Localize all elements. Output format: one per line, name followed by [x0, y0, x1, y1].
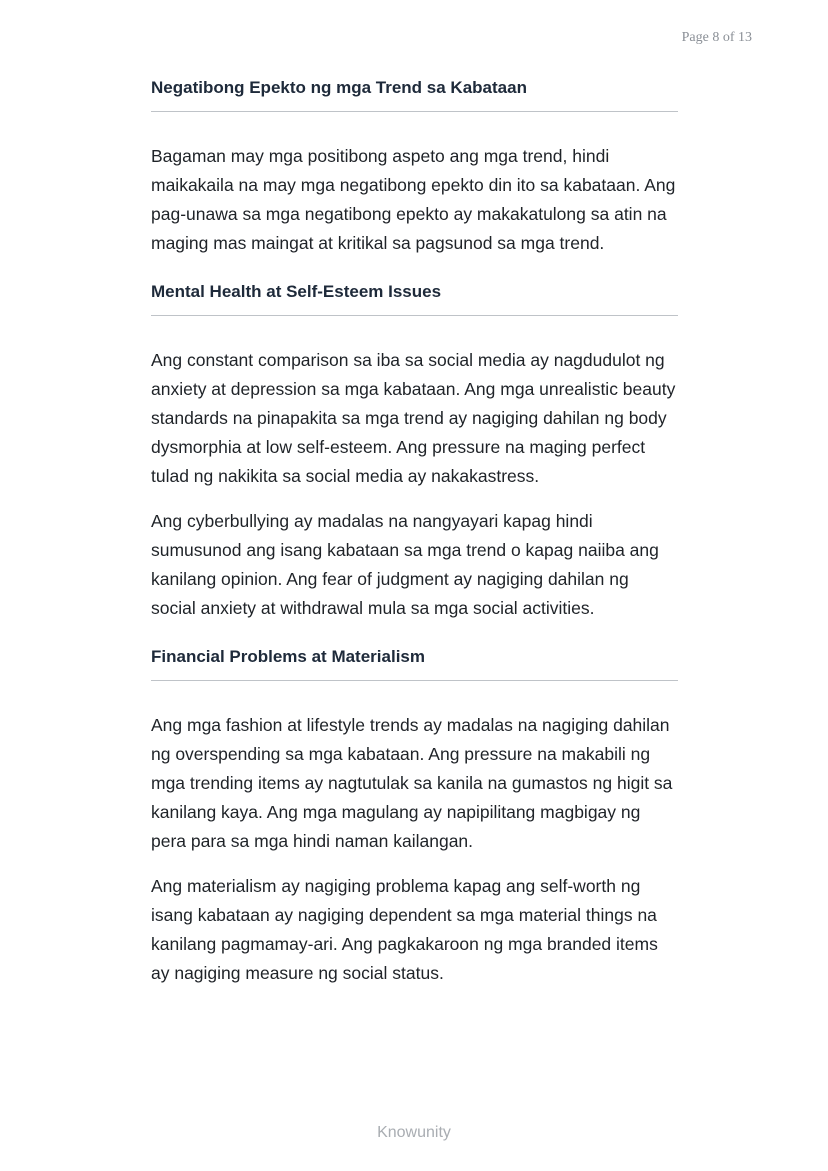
paragraph: Bagaman may mga positibong aspeto ang mga trend, hindi maikakaila na may mga negatibong epekto din ito sa kabataan. Ang pag-unawa sa mga negatibong epekto ay makakatulong sa atin na maging mas maingat at kritikal sa pagsunod sa mga trend.: [151, 146, 676, 253]
section-heading: Negatibong Epekto ng mga Trend sa Kabataan: [151, 78, 678, 112]
section-negative-effects: [151, 78, 678, 258]
paragraph: Ang mga fashion at lifestyle trends ay madalas na nagiging dahilan ng overspending sa mga kabataan. Ang pressure na makabili ng mga trending items ay nagtutulak sa kanila na gumastos ng higit sa kanilang kaya. Ang mga magulang ay napipilitang magbigay ng pera para sa mga hindi naman kailangan.: [151, 715, 673, 851]
section-financial-problems: [151, 647, 678, 988]
section-heading: Mental Health at Self-Esteem Issues: [151, 282, 678, 316]
document-body: [151, 78, 678, 988]
page-number: Page 8 of 13: [681, 30, 752, 45]
footer-brand: Knowunity: [377, 1124, 451, 1141]
section-mental-health: [151, 282, 678, 623]
paragraph: Ang cyberbullying ay madalas na nangyayari kapag hindi sumusunod ang isang kabataan sa mga trend o kapag naiiba ang kanilang opinion. Ang fear of judgment ay nagiging dahilan ng social anxiety at withdrawal mula sa mga social activities.: [151, 511, 659, 618]
section-heading: Financial Problems at Materialism: [151, 647, 678, 681]
paragraph: Ang materialism ay nagiging problema kapag ang self-worth ng isang kabataan ay nagiging dependent sa mga material things na kanilang pagmamay-ari. Ang pagkakaroon ng mga branded items ay nagiging measure ng social status.: [151, 876, 658, 983]
paragraph: Ang constant comparison sa iba sa social media ay nagdudulot ng anxiety at depression sa mga kabataan. Ang mga unrealistic beauty standards na pinapakita sa mga trend ay nagiging dahilan ng body dysmorphia at low self-esteem. Ang pressure na maging perfect tulad ng nakikita sa social media ay nakakastress.: [151, 350, 676, 486]
